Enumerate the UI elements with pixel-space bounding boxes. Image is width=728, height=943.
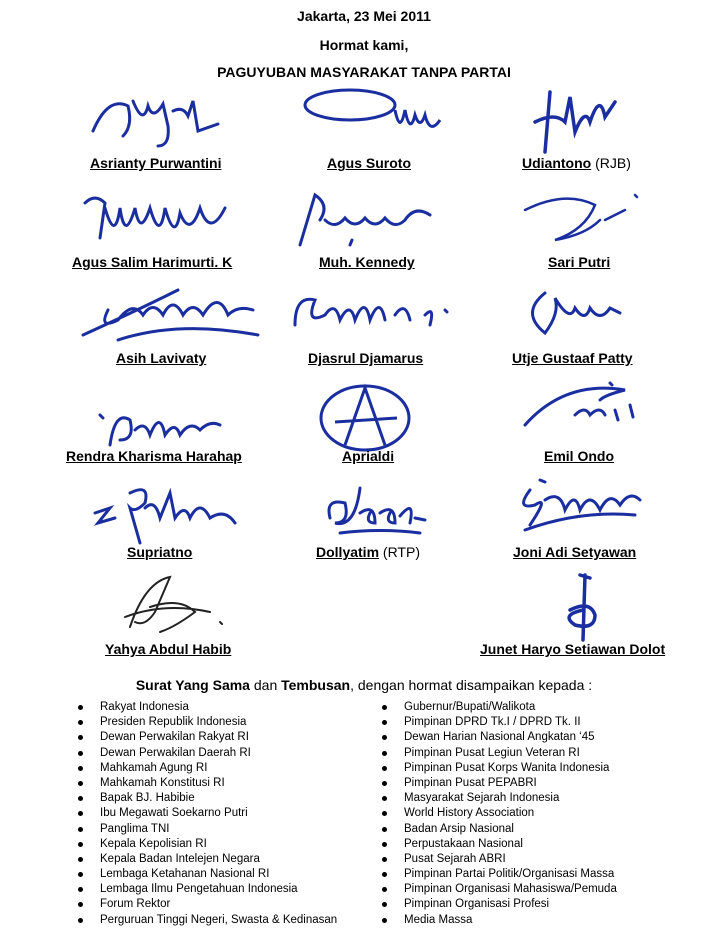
recipient-label: Badan Arsip Nasional <box>404 822 514 835</box>
recipient-label: Perpustakaan Nasional <box>404 837 523 850</box>
bullet-icon <box>78 766 83 771</box>
recipient-label: Media Massa <box>404 913 473 926</box>
signatory-name: Supriatno <box>127 544 193 560</box>
bullet-icon <box>382 842 387 847</box>
signatory-name: Yahya Abdul Habib <box>105 641 232 657</box>
signature-image <box>80 188 230 248</box>
bullet-icon <box>382 811 387 816</box>
signatory-name: Dollyatim (RTP) <box>316 544 420 560</box>
signatory-name: Joni Adi Setyawan <box>513 544 637 560</box>
recipient-label: Pimpinan DPRD Tk.I / DPRD Tk. II <box>404 716 581 729</box>
recipient-item <box>72 746 337 761</box>
recipient-label: Kepala Kepolisian RI <box>100 837 207 850</box>
recipient-label: Lembaga Ketahanan Nasional RI <box>100 868 270 881</box>
greeting: Hormat kami, <box>319 37 409 53</box>
bullet-icon <box>78 796 83 801</box>
recipient-item <box>376 700 617 715</box>
recipient-label: Forum Rektor <box>100 898 171 911</box>
recipient-label: Pusat Sejarah ABRI <box>404 852 506 865</box>
signatory-name: Djasrul Djamarus <box>308 350 424 366</box>
recipients-left-list <box>72 700 337 928</box>
recipient-label: Gubernur/Bupati/Walikota <box>404 701 536 713</box>
signatory-name: Junet Haryo Setiawan Dolot <box>480 641 666 657</box>
signatory-name: Agus Salim Harimurti. K <box>72 254 233 270</box>
recipient-item <box>72 715 337 730</box>
bullet-icon <box>382 827 387 832</box>
signature-image <box>115 572 235 642</box>
bullet-icon <box>78 811 83 816</box>
signature-image <box>530 82 620 157</box>
recipient-item <box>72 852 337 867</box>
recipient-item <box>376 776 617 791</box>
signature-image <box>555 570 615 645</box>
bullet-icon <box>382 751 387 756</box>
recipient-item <box>376 715 617 730</box>
signature-image <box>300 80 450 150</box>
recipient-label: Ibu Megawati Soekarno Putri <box>100 807 248 820</box>
bullet-icon <box>78 720 83 725</box>
signature-image <box>90 478 240 548</box>
recipient-item <box>376 761 617 776</box>
recipient-item <box>376 852 617 867</box>
bullet-icon <box>78 781 83 786</box>
recipient-item <box>72 761 337 776</box>
signatory-name: Udiantono (RJB) <box>522 155 631 171</box>
place-date: Jakarta, 23 Mei 2011 <box>297 8 431 24</box>
recipient-item <box>72 776 337 791</box>
recipient-item <box>72 730 337 745</box>
bullet-icon <box>382 857 387 862</box>
signature-image <box>320 478 430 538</box>
signature-image <box>315 380 415 455</box>
bullet-icon <box>78 887 83 892</box>
bullet-icon <box>78 842 83 847</box>
bullet-icon <box>382 720 387 725</box>
bullet-icon <box>78 857 83 862</box>
recipient-label: Lembaga Ilmu Pengetahuan Indonesia <box>100 883 298 896</box>
bullet-icon <box>382 781 387 786</box>
recipient-label: Masyarakat Sejarah Indonesia <box>404 792 560 805</box>
recipient-label: World History Association <box>404 807 535 820</box>
bullet-icon <box>382 902 387 907</box>
recipient-label: Perguruan Tinggi Negeri, Swasta & Kedinasan <box>100 913 338 926</box>
recipient-item <box>376 746 617 761</box>
signatory-name: Asrianty Purwantini <box>90 155 222 171</box>
signature-image <box>285 285 465 340</box>
recipient-item <box>376 867 617 882</box>
recipient-item <box>72 913 337 928</box>
signatory-name: Emil Ondo <box>544 448 614 464</box>
recipient-item <box>376 913 617 928</box>
bullet-icon <box>382 735 387 740</box>
bullet-icon <box>382 796 387 801</box>
recipient-item <box>376 882 617 897</box>
bullet-icon <box>78 902 83 907</box>
signature-image <box>515 283 625 343</box>
recipient-item <box>72 897 337 912</box>
recipient-label: Pimpinan Pusat PEPABRI <box>404 776 537 789</box>
recipient-label: Pimpinan Pusat Legiun Veteran RI <box>404 746 580 759</box>
signature-image <box>290 190 440 250</box>
recipient-item <box>72 867 337 882</box>
recipient-item <box>376 897 617 912</box>
bullet-icon <box>78 827 83 832</box>
signatory-name: Asih Lavivaty <box>116 350 207 366</box>
bullet-icon <box>382 918 387 923</box>
recipient-item <box>72 837 337 852</box>
signatory-name: Sari Putri <box>548 254 611 270</box>
recipient-label: Mahkamah Agung RI <box>100 761 208 774</box>
bullet-icon <box>78 872 83 877</box>
recipient-item <box>376 791 617 806</box>
recipient-item <box>72 806 337 821</box>
recipient-label: Mahkamah Konstitusi RI <box>100 776 225 789</box>
signatory-name: Aprialdi <box>342 448 395 464</box>
recipient-item <box>72 700 337 715</box>
recipient-label: Pimpinan Pusat Korps Wanita Indonesia <box>404 761 610 774</box>
bullet-icon <box>78 705 83 710</box>
recipient-label: Bapak BJ. Habibie <box>100 792 195 805</box>
recipient-item <box>376 822 617 837</box>
signatory-name: Muh. Kennedy <box>319 254 415 270</box>
recipient-item <box>376 806 617 821</box>
signature-image <box>95 400 225 450</box>
signatory-name: Agus Suroto <box>327 155 411 171</box>
bullet-icon <box>78 751 83 756</box>
bullet-icon <box>78 735 83 740</box>
recipient-label: Presiden Republik Indonesia <box>100 716 247 729</box>
recipient-item <box>376 837 617 852</box>
bullet-icon <box>382 766 387 771</box>
bullet-icon <box>78 918 83 923</box>
signature-image <box>88 86 238 156</box>
distribution-intro: Surat Yang Sama dan Tembusan, dengan hormat disampaikan kepada : <box>135 677 593 693</box>
recipient-item <box>72 791 337 806</box>
recipient-label: Pimpinan Partai Politik/Organisasi Massa <box>404 868 615 881</box>
signatory-name: Utje Gustaaf Patty <box>512 350 633 366</box>
organization-name: PAGUYUBAN MASYARAKAT TANPA PARTAI <box>217 64 511 80</box>
bullet-icon <box>382 887 387 892</box>
recipient-label: Panglima TNI <box>100 822 170 835</box>
recipient-item <box>376 730 617 745</box>
recipients-right-list <box>376 700 617 928</box>
signature-image <box>78 280 268 345</box>
recipient-item <box>72 822 337 837</box>
recipient-label: Pimpinan Organisasi Profesi <box>404 898 550 911</box>
recipient-label: Dewan Harian Nasional Angkatan ‘45 <box>404 731 595 744</box>
recipient-label: Dewan Perwakilan Rakyat RI <box>100 731 249 744</box>
recipient-label: Dewan Perwakilan Daerah RI <box>100 746 251 759</box>
signature-image <box>515 375 655 435</box>
signature-image <box>510 470 650 540</box>
signature-image <box>515 185 655 250</box>
bullet-icon <box>382 872 387 877</box>
bullet-icon <box>382 705 387 710</box>
recipient-label: Rakyat Indonesia <box>100 701 189 713</box>
signatory-name: Rendra Kharisma Harahap <box>66 448 242 464</box>
recipient-label: Kepala Badan Intelejen Negara <box>100 852 260 865</box>
recipient-label: Pimpinan Organisasi Mahasiswa/Pemuda <box>404 883 617 896</box>
recipient-item <box>72 882 337 897</box>
